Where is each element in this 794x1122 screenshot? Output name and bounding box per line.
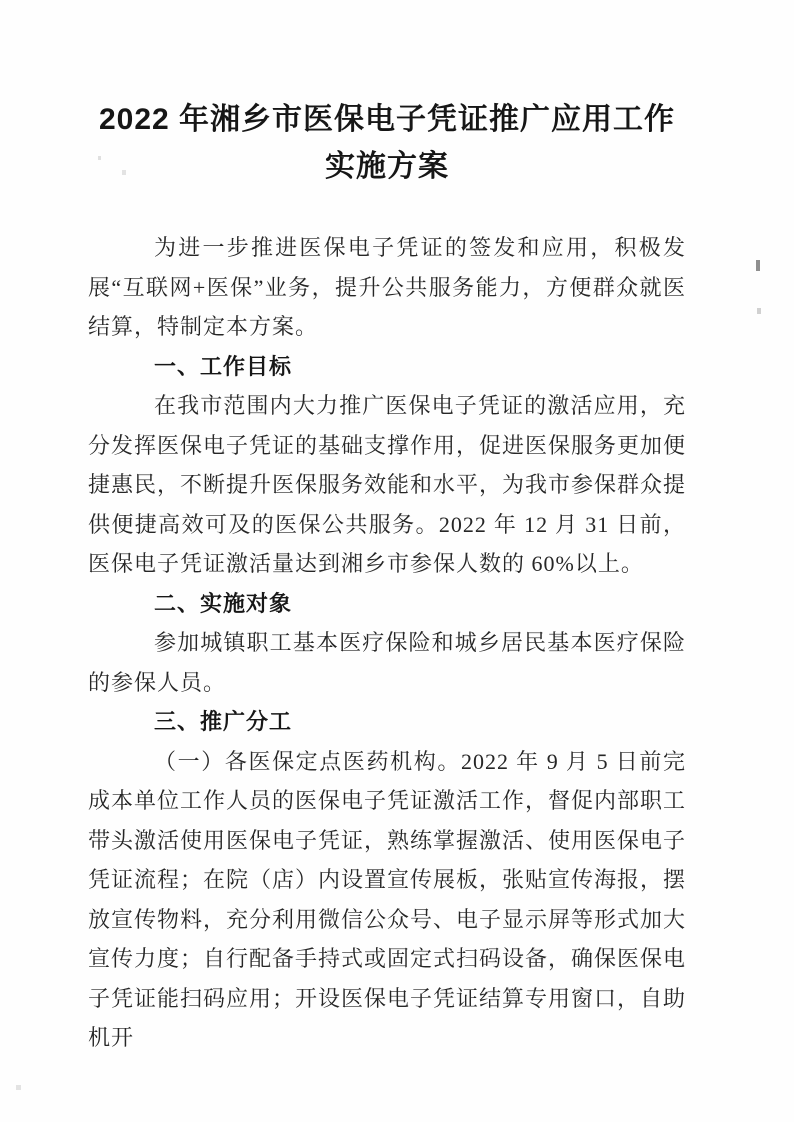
- scan-speck: [757, 308, 761, 314]
- scan-speck: [98, 156, 101, 160]
- intro-paragraph: 为进一步推进医保电子凭证的签发和应用，积极发展“互联网+医保”业务，提升公共服务能力，方便群众就医结算，特制定本方案。: [88, 235, 686, 339]
- document-title: [88, 96, 686, 190]
- scan-speck: [756, 260, 760, 271]
- section-heading-work-goals: 一、工作目标: [154, 353, 293, 379]
- section-heading-target-group: 二、实施对象: [154, 590, 293, 616]
- section-body-work-goals: 在我市范围内大力推广医保电子凭证的激活应用，充分发挥医保电子凭证的基础支撑作用，促进医保服务更加便捷惠民，不断提升医保服务效能和水平，为我市参保群众提供便捷高效可及的医保公共服务。2022 年 12 月 31 日前，医保电子凭证激活量达到湘乡市参保人数的 60%以上。: [88, 393, 687, 576]
- document-title-line-2: 实施方案: [325, 150, 449, 183]
- section-body-target-group: 参加城镇职工基本医疗保险和城乡居民基本医疗保险的参保人员。: [88, 630, 686, 695]
- document-body: [88, 228, 686, 1058]
- scan-speck: [16, 1085, 21, 1090]
- section-heading-promotion-division: 三、推广分工: [154, 709, 293, 734]
- document-title-line-1: 2022 年湘乡市医保电子凭证推广应用工作: [98, 103, 676, 136]
- scan-speck: [122, 170, 126, 175]
- section-body-promotion-division: （一）各医保定点医药机构。2022 年 9 月 5 日前完成本单位工作人员的医保电子凭证激活工作，督促内部职工带头激活使用医保电子凭证，熟练掌握激活、使用医保电子凭证流程；在院（店）内设置宣传展板，张贴宣传海报，摆放宣传物料，充分利用微信公众号、电子显示屏等形式加大宣传力度；自行配备手持式或固定式扫码设备，确保医保电子凭证能扫码应用；开设医保电子凭证结算专用窗口，自助机开: [88, 748, 687, 1050]
- document-content: [88, 96, 686, 1058]
